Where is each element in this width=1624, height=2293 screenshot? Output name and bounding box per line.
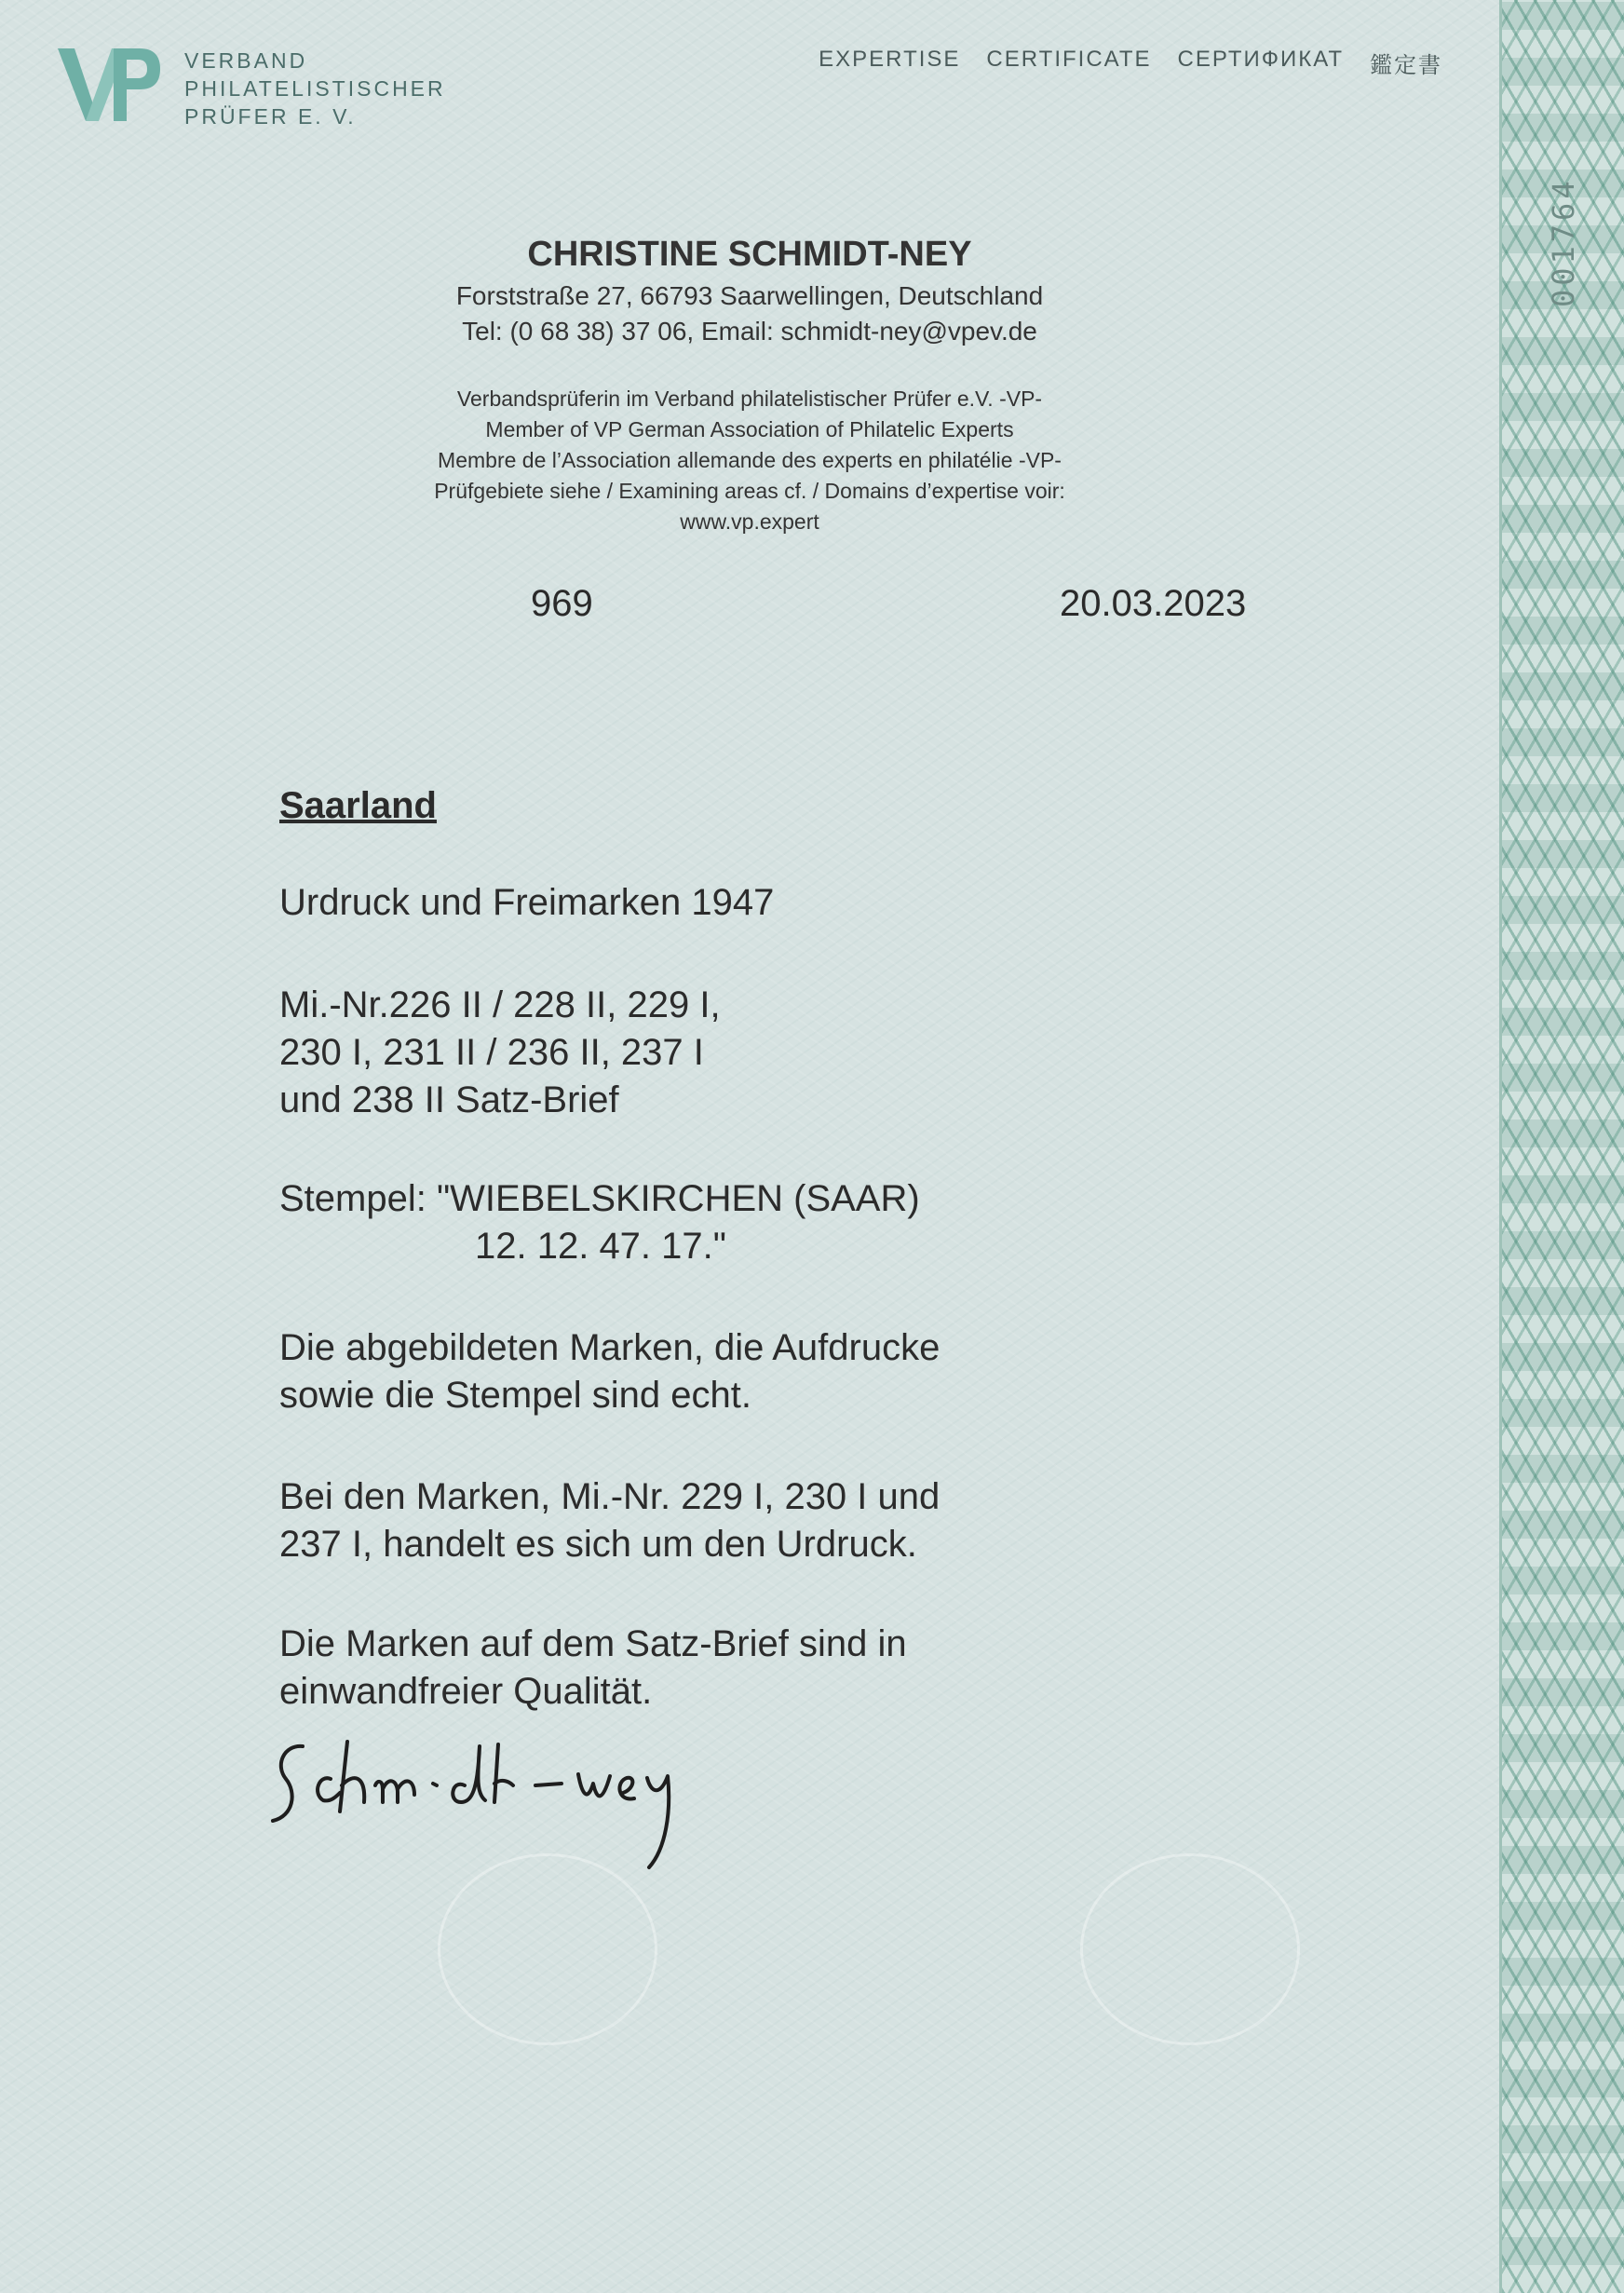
label-certificate: CERTIFICATE: [986, 47, 1152, 72]
statement-line: Bei den Marken, Mi.-Nr. 229 I, 230 I und: [279, 1476, 941, 1517]
catalog-line: Mi.-Nr.226 II / 228 II, 229 I,: [279, 984, 721, 1025]
handwritten-signature: [265, 1728, 750, 1877]
certificate-number: 969: [531, 583, 593, 624]
catalog-line: und 238 II Satz-Brief: [279, 1079, 619, 1120]
statement-line: Die Marken auf dem Satz-Brief sind in: [279, 1623, 907, 1664]
label-certificate-ja: 鑑定書: [1370, 53, 1442, 78]
statement-line: Die abgebildeten Marken, die Aufdrucke: [279, 1327, 941, 1368]
org-line: PRÜFER E. V.: [184, 104, 357, 129]
security-border: [1499, 0, 1624, 2293]
country-heading: Saarland: [279, 785, 437, 826]
embossed-seal-left: [438, 1853, 657, 2045]
expert-name: CHRISTINE SCHMIDT-NEY: [527, 235, 972, 274]
statement-line: 237 I, handelt es sich um den Urdruck.: [279, 1524, 917, 1565]
org-line: PHILATELISTISCHER: [184, 76, 446, 101]
urdruck-statement: [279, 1473, 940, 1568]
label-certificate-ru: СЕРТИФИКАТ: [1177, 47, 1344, 72]
membership-line: Verbandsprüferin im Verband philatelistischer Prüfer e.V. -VP-: [456, 387, 1043, 411]
expert-contact: Tel: (0 68 38) 37 06, Email: schmidt-ney@vpev.de: [462, 317, 1037, 346]
signature-text: Schmidt-Ney: [265, 1728, 271, 1729]
org-line: VERBAND: [184, 48, 308, 73]
certificate-date: 20.03.2023: [1060, 583, 1247, 624]
membership-line: Membre de l’Association allemande des experts en philatélie -VP-: [438, 448, 1062, 472]
statement-line: sowie die Stempel sind echt.: [279, 1375, 751, 1416]
postmark-date: 12. 12. 47. 17.": [475, 1226, 726, 1267]
postmark-info: [279, 1175, 920, 1270]
expert-address: Forststraße 27, 66793 Saarwellingen, Deutschland: [455, 281, 1044, 310]
document-type-labels: [819, 47, 1442, 79]
membership-line: Member of VP German Association of Philatelic Experts: [485, 417, 1014, 441]
genuine-statement: [279, 1324, 940, 1419]
label-expertise: EXPERTISE: [819, 47, 961, 72]
catalog-line: 230 I, 231 II / 236 II, 237 I: [279, 1032, 704, 1073]
catalog-numbers: [279, 982, 721, 1124]
serial-number: 001764: [1546, 177, 1581, 307]
membership-line: Prüfgebiete siehe / Examining areas cf. / Domains d’expertise voir:: [434, 479, 1065, 503]
membership-website: www.vp.expert: [680, 509, 819, 534]
statement-line: einwandfreier Qualität.: [279, 1671, 653, 1712]
membership-info: [0, 384, 1499, 537]
issue-title: Urdruck und Freimarken 1947: [279, 882, 775, 923]
postmark-line: Stempel: "WIEBELSKIRCHEN (SAAR): [279, 1178, 920, 1219]
vp-logo: [58, 47, 160, 123]
org-name: [184, 47, 446, 130]
embossed-seal-right: [1080, 1853, 1300, 2045]
quality-statement: [279, 1621, 907, 1716]
